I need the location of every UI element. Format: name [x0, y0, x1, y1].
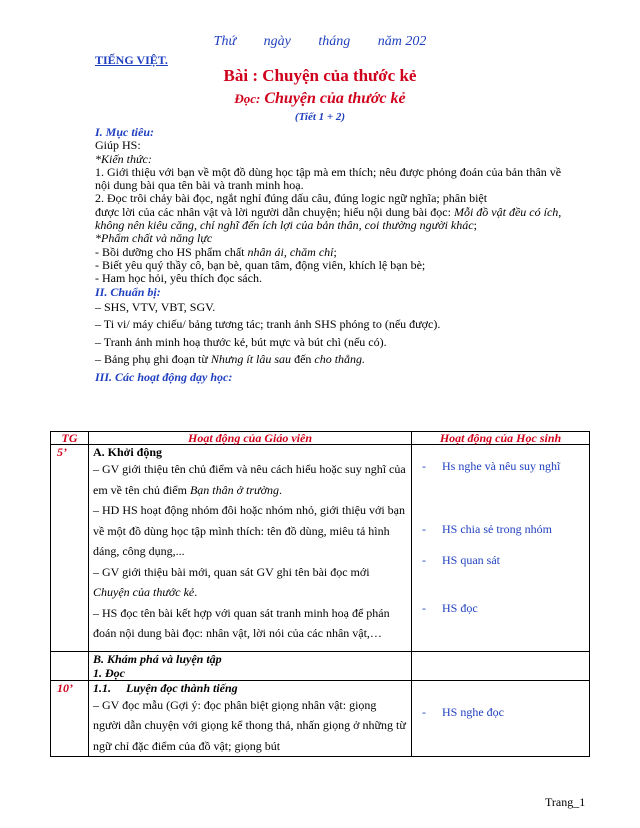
student-activity-text: HS chia sẻ trong nhóm: [442, 522, 552, 536]
teacher-cell: [89, 445, 412, 652]
knowledge-item-2-line2: [95, 206, 575, 233]
date-year: năm 202: [377, 34, 427, 49]
quality-heading: *Phẩm chất và năng lực: [95, 231, 213, 246]
student-cell: [412, 445, 590, 652]
objectives-heading: I. Mục tiêu:: [95, 125, 155, 139]
preparation-item: – SHS, VTV, VBT, SGV.: [95, 299, 216, 314]
student-activity: - HS quan sát: [422, 553, 500, 567]
page-number: Trang_1: [545, 795, 586, 809]
date-day: ngày: [263, 34, 291, 49]
student-activity-text: HS nghe đọc: [442, 704, 504, 719]
knowledge-item-2-end: ;: [473, 218, 477, 233]
student-activity: - Hs nghe và nêu suy nghĩ: [422, 459, 561, 473]
quality-item-1-text: - Bồi dưỡng cho HS phẩm chất: [95, 244, 248, 259]
lesson-title: Bài : Chuyện của thước kẻ: [223, 66, 417, 85]
table-row: [51, 445, 590, 652]
objectives-intro: Giúp HS:: [95, 138, 141, 153]
student-activity-text: Hs nghe và nêu suy nghĩ: [442, 459, 561, 473]
preparation-text: – Bảng phụ ghi đoạn từ: [95, 352, 211, 367]
section-number: 1.1.: [93, 680, 111, 695]
student-cell: [412, 680, 590, 757]
preparation-quote-end: cho thẳng.: [314, 352, 366, 367]
lesson-plan-table: [50, 431, 590, 757]
section-subtitle-reading: 1. Đọc: [93, 665, 125, 680]
preparation-heading: II. Chuẩn bị:: [95, 284, 161, 299]
quality-item-1: [95, 246, 575, 259]
quality-item-1-emph: nhân ái, chăm chỉ: [247, 244, 334, 259]
column-header-teacher: Hoạt động của Giáo viên: [89, 432, 412, 445]
activities-heading: III. Các hoạt động dạy học:: [95, 369, 233, 384]
teacher-activity: – HS đọc tên bài kết hợp với quan sát tranh minh hoạ để phán đoán nội dung bài đọc: nhân vật, lời nói của các nhân vật,…: [93, 605, 390, 640]
section-title-text: Luyện đọc thành tiếng: [126, 680, 238, 695]
knowledge-heading: *Kiến thức:: [95, 151, 152, 166]
teacher-activity: [93, 459, 407, 500]
knowledge-item-1: 1. Giới thiệu với bạn về một đồ dùng học tập mà em thích; nêu được phỏng đoán của bản thân về nội dung bài qua tên bài và tranh minh hoạ.: [95, 164, 562, 193]
student-cell: [412, 651, 590, 680]
period-label: (Tiết 1 + 2): [294, 111, 346, 123]
student-activity: - HS chia sẻ trong nhóm: [422, 522, 552, 536]
lesson-content: [95, 126, 575, 386]
table-header-row: [51, 432, 590, 445]
date-line: [0, 34, 640, 50]
preparation-item: [95, 351, 575, 369]
teacher-activity: – GV đọc mẫu (Gợi ý: đọc phân biệt giọng nhân vật: giọng người dẫn chuyện với giọng kể thong thả, nhấn giọng ở những từ ngữ chỉ đặc điểm của đồ vật; giọng bút: [93, 697, 406, 753]
teacher-activity: – HD HS hoạt động nhóm đôi hoặc nhóm nhỏ, giới thiệu với bạn về một đồ dùng học tập mình thích: tên đồ dùng, miêu tả hình dáng, công dụng,...: [93, 503, 405, 558]
student-activity-text: HS đọc: [442, 601, 478, 615]
table-row: [51, 680, 590, 757]
reading-name: Chuyện của thước kẻ: [264, 90, 406, 107]
reading-prefix: Đọc:: [234, 91, 261, 106]
teacher-cell: [89, 680, 412, 757]
teacher-cell: [89, 651, 412, 680]
time-cell: [51, 651, 89, 680]
knowledge-item-2-quote: Mỗi đồ vật đều có ích, không nên kiêu căng, chỉ nghĩ đến ích lợi của bản thân, coi thường người khác: [95, 204, 562, 233]
quality-item-1-end: ;: [333, 244, 337, 259]
date-month: tháng: [318, 34, 351, 49]
preparation-quote-start: Nhưng ít lâu sau: [210, 352, 292, 367]
teacher-activity-text: – GV giới thiệu tên chủ điểm và nêu cách hiểu hoặc suy nghĩ của em về tên chủ điểm: [93, 462, 406, 497]
teacher-activity-text: – GV giới thiệu bài mới, quan sát GV ghi tên bài đọc mới: [93, 564, 370, 579]
time-cell: 5’: [51, 445, 89, 652]
section-title-warmup: A. Khởi động: [93, 445, 162, 459]
knowledge-item-2-line1: 2. Đọc trôi chảy bài đọc, ngắt nghỉ đúng dấu câu, đúng logic ngữ nghĩa; phân biệt: [95, 191, 488, 206]
column-header-student: Hoạt động của Học sinh: [412, 432, 590, 445]
subject-label: TIẾNG VIỆT.: [95, 53, 168, 67]
preparation-item: – Tranh ảnh minh hoạ thước kẻ, bút mực và bút chì (nếu có).: [95, 334, 387, 349]
quality-item-2: - Biết yêu quý thầy cô, bạn bè, quan tâm, động viên, khích lệ bạn bè;: [95, 257, 426, 272]
column-header-time: TG: [51, 432, 89, 445]
reading-name-ref: Chuyện của thước kẻ: [93, 585, 195, 599]
preparation-item: – Ti vi/ máy chiếu/ bảng tương tác; tranh ảnh SHS phóng to (nếu được).: [95, 317, 441, 332]
teacher-activity: [93, 562, 407, 603]
teacher-activity-end: .: [194, 585, 198, 599]
student-activity: - HS đọc: [422, 601, 478, 615]
preparation-connector: đến: [291, 352, 315, 367]
section-title-explore: B. Khám phá và luyện tập: [93, 651, 222, 666]
quality-item-3: - Ham học hỏi, yêu thích đọc sách.: [95, 271, 262, 286]
student-activity: - HS nghe đọc: [422, 704, 504, 719]
knowledge-item-2-text: được lời của các nhân vật và lời người dẫn chuyện; hiểu nội dung bài đọc:: [95, 204, 454, 219]
section-title-read-aloud: [93, 681, 407, 695]
student-activity-text: HS quan sát: [442, 553, 500, 567]
time-cell: 10’: [51, 680, 89, 757]
theme-name: Bạn thân ở trường: [189, 482, 279, 497]
date-weekday: Thứ: [213, 34, 237, 49]
reading-title: [0, 90, 640, 108]
teacher-activity-end: .: [279, 482, 282, 497]
table-row: [51, 651, 590, 680]
